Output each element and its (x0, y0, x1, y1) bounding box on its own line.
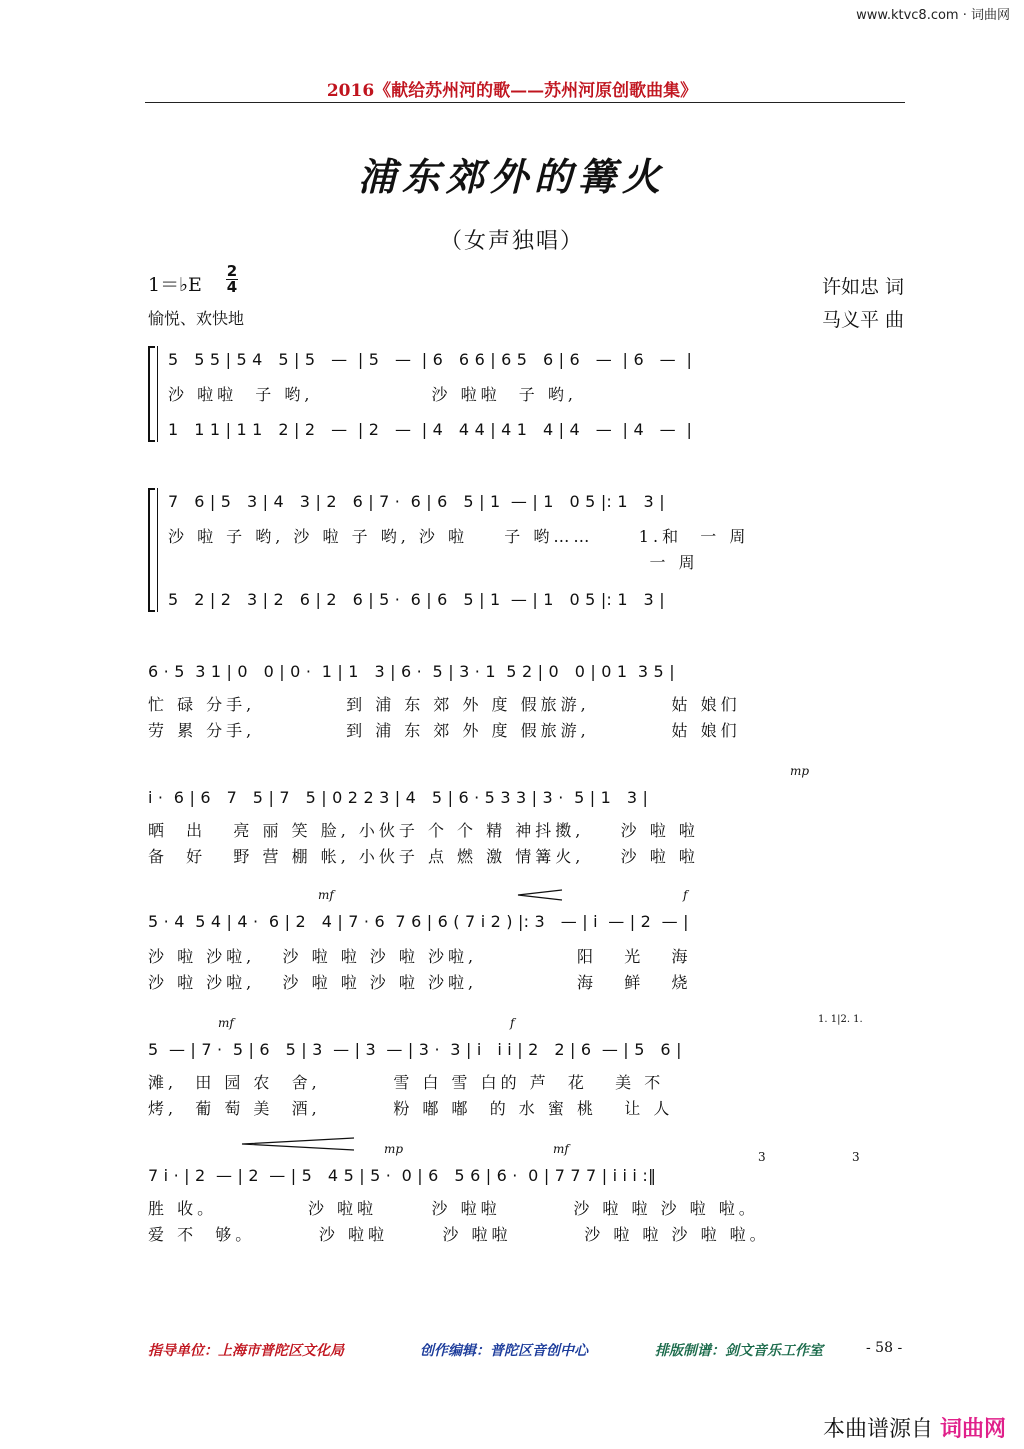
song-subtitle: （女声独唱） (439, 229, 584, 254)
triplet-mark: 3 (852, 1150, 860, 1164)
lyric-row: 胜 收。 沙 啦啦 沙 啦啦 沙 啦 啦 沙 啦 啦。 (148, 1199, 759, 1218)
notation-row: 5 · 4 5 4 | 4 · 6 | 2 4 | 7 · 6 7 6 | 6 ( 7 i 2 ) |: 3 — | i — | 2 — | (148, 912, 689, 931)
notation-row: 5 2 | 2 3 | 2 6 | 2 6 | 5 · 6 | 6 5 | 1 — | 1 0 5 |: 1 3 | (168, 590, 665, 609)
crescendo-hairpin (516, 888, 564, 902)
lyric-row: 沙 啦 子 哟, 沙 啦 子 哟, 沙 啦 子 哟…… 1.和 一 周 (168, 527, 750, 546)
notation-row: 1 1 1 | 1 1 2 | 2 — | 2 — | 4 4 4 | 4 1 4 | 4 — | 4 — | (168, 420, 693, 439)
lyric-row: 沙 啦 沙啦, 沙 啦 啦 沙 啦 沙啦, 海 鲜 烧 (148, 973, 692, 992)
dynamic-mark: mf (553, 1142, 569, 1156)
header-rule (145, 102, 905, 103)
footer-guide-unit: 指导单位：上海市普陀区文化局 (148, 1343, 344, 1359)
lyric-row: 沙 啦 沙啦, 沙 啦 啦 沙 啦 沙啦, 阳 光 海 (148, 947, 692, 966)
lyric-row: 劳 累 分手, 到 浦 东 郊 外 度 假旅游, 姑 娘们 (148, 721, 741, 740)
source-prefix: 本曲谱源自 (822, 1417, 933, 1442)
time-bottom: 4 (226, 278, 238, 296)
volta-bracket: 1. 1|2. 1. (818, 1014, 863, 1025)
lyric-row: 一 周 (168, 553, 699, 572)
system-brace (148, 488, 155, 612)
dynamic-mark: mf (218, 1016, 234, 1030)
lyric-row: 忙 碌 分手, 到 浦 东 郊 外 度 假旅游, 姑 娘们 (148, 695, 741, 714)
source-banner (823, 1412, 1006, 1443)
lyric-row: 沙 啦啦 子 哟, 沙 啦啦 子 哟, (168, 385, 577, 404)
triplet-mark: 3 (758, 1150, 766, 1164)
notation-row: 7 i · | 2 — | 2 — | 5 4 5 | 5 · 0 | 6 5 6 | 6 · 0 | 7 7 7 | i i i :‖ (148, 1166, 657, 1185)
footer-layout: 排版制谱：剑文音乐工作室 (655, 1343, 823, 1359)
dynamic-mark: f (683, 888, 688, 902)
notation-row: 7 6 | 5 3 | 4 3 | 2 6 | 7 · 6 | 6 5 | 1 — | 1 0 5 |: 1 3 | (168, 492, 665, 511)
system-brace-line (157, 346, 158, 442)
site-tag: www.ktvc8.com · 词曲网 (856, 8, 1010, 23)
lyricist-credit: 许如忠 词 (821, 276, 904, 298)
lyric-row: 爱 不 够。 沙 啦啦 沙 啦啦 沙 啦 啦 沙 啦 啦。 (148, 1225, 770, 1244)
system-brace-line (157, 488, 158, 612)
crescendo-hairpin (240, 1136, 356, 1152)
footer-editor: 创作编辑：普陀区音创中心 (420, 1343, 588, 1359)
dynamic-mark: mf (318, 888, 334, 902)
notation-row: 5 5 5 | 5 4 5 | 5 — | 5 — | 6 6 6 | 6 5 6 | 6 — | 6 — | (168, 350, 693, 369)
key-signature: 1＝♭E (148, 274, 202, 296)
collection-title: 2016《献给苏州河的歌——苏州河原创歌曲集》 (326, 81, 698, 101)
notation-row: i · 6 | 6 7 5 | 7 5 | 0 2 2 3 | 4 5 | 6 · 5 3 3 | 3 · 5 | 1 3 | (148, 788, 649, 807)
time-signature (226, 264, 238, 295)
notation-row: 6 · 5 3 1 | 0 0 | 0 · 1 | 1 3 | 6 · 5 | 3 · 1 5 2 | 0 0 | 0 1 3 5 | (148, 662, 675, 681)
page-number: - 58 - (866, 1340, 903, 1356)
lyric-row: 晒 出 亮 丽 笑 脸, 小伙子 个 个 精 神抖擞, 沙 啦 啦 (148, 821, 699, 840)
time-top: 2 (226, 262, 238, 280)
dynamic-mark: mp (790, 764, 810, 778)
dynamic-mark: f (510, 1016, 515, 1030)
lyric-row: 滩, 田 园 农 舍, 雪 白 雪 白的 芦 花 美 不 (148, 1073, 665, 1092)
tempo-marking: 愉悦、欢快地 (148, 309, 245, 328)
song-title: 浦东郊外的篝火 (357, 154, 666, 199)
system-brace (148, 346, 155, 442)
composer-credit: 马义平 曲 (821, 309, 904, 331)
lyric-row: 备 好 野 营 棚 帐, 小伙子 点 燃 激 情篝火, 沙 啦 啦 (148, 847, 699, 866)
source-brand-link[interactable]: 词曲网 (939, 1417, 1006, 1442)
notation-row: 5 — | 7 · 5 | 6 5 | 3 — | 3 — | 3 · 3 | i i i | 2 2 | 6 — | 5 6 | (148, 1040, 682, 1059)
lyric-row: 烤, 葡 萄 美 酒, 粉 嘟 嘟 的 水 蜜 桃 让 人 (148, 1099, 674, 1118)
dynamic-mark: mp (384, 1142, 404, 1156)
